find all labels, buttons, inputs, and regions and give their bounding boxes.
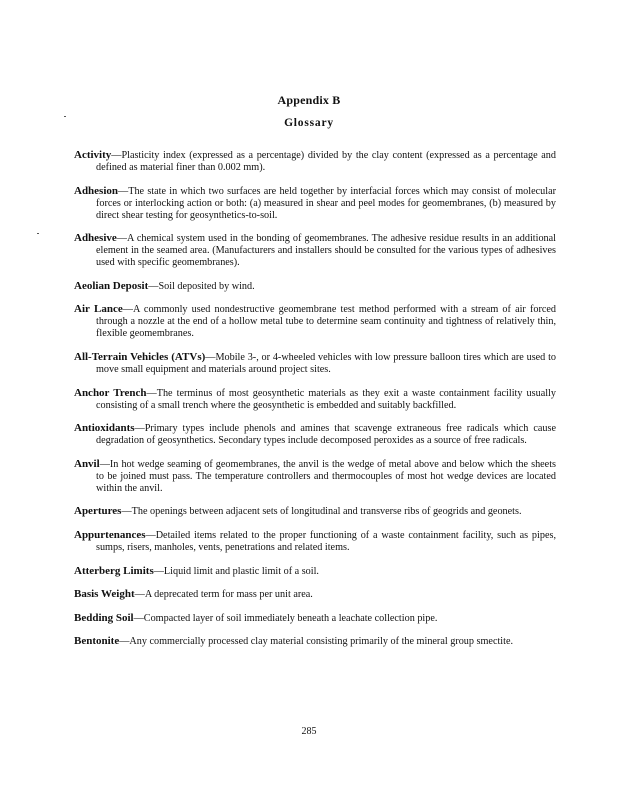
glossary-term: Appurtenances: [74, 528, 146, 541]
glossary-term: Adhesive: [74, 232, 117, 245]
glossary-entry: [74, 612, 556, 625]
appendix-heading: Appendix B: [277, 93, 341, 107]
glossary-entry: [74, 303, 556, 340]
glossary-definition: —In hot wedge seaming of geomembranes, the anvil is the wedge of metal above and below which the sheets to be joined must pass. The temperature controllers and thermocouples of most hot wedge devices are located within the anvil.: [96, 458, 556, 494]
glossary-entry-list: [74, 149, 556, 659]
glossary-definition: —A chemical system used in the bonding of geomembranes. The adhesive residue results in an additional element in the seamed area. (Manufacturers and installers should be consulted for the various types of adhesives used with specific geomembranes).: [96, 233, 556, 269]
glossary-definition: —Compacted layer of soil immediately beneath a leachate collection pipe.: [133, 612, 438, 624]
glossary-entry: [74, 149, 556, 174]
page-title: Glossary: [284, 117, 334, 129]
glossary-entry: [74, 387, 556, 412]
glossary-term: All-Terrain Vehicles (ATVs): [74, 350, 206, 363]
glossary-term: Atterberg Limits: [74, 564, 154, 577]
glossary-definition: —A commonly used nondestructive geomembrane test method performed with a stream of air forced through a nozzle at the end of a hollow metal tube to determine seam continuity and tightness of relatively thin, flexible geomembranes.: [96, 304, 557, 340]
glossary-term: Air Lance: [74, 303, 123, 316]
glossary-definition: —Plasticity index (expressed as a percentage) divided by the clay content (expressed as a percentage and defined as material finer than 0.002 mm).: [96, 150, 556, 173]
glossary-entry: [74, 351, 556, 376]
glossary-term: Basis Weight: [74, 588, 135, 601]
glossary-entry: [74, 505, 556, 518]
scan-speck: [64, 116, 66, 117]
glossary-entry: [74, 422, 556, 447]
glossary-term: Adhesion: [74, 184, 119, 197]
glossary-entry: [74, 458, 556, 495]
glossary-definition: —Liquid limit and plastic limit of a soil.: [153, 565, 319, 577]
glossary-entry: [74, 280, 556, 293]
glossary-term: Bentonite: [74, 635, 120, 648]
glossary-definition: —The state in which two surfaces are held together by interfacial forces which may consist of molecular forces or interlocking action or both: (a) measured in shear and peel modes for geomembranes, (b) measured by direct shear testing for geosynthetics-to-soil.: [96, 185, 556, 221]
glossary-entry: [74, 588, 556, 601]
glossary-definition: —A deprecated term for mass per unit area.: [134, 589, 313, 601]
glossary-entry: [74, 529, 556, 554]
glossary-entry: [74, 185, 556, 222]
glossary-definition: —The terminus of most geosynthetic materials as they exit a waste containment facility usually consisting of a small trench where the geosynthetic is embedded and suitably backfilled.: [96, 387, 556, 411]
page-number: 285: [301, 726, 317, 737]
glossary-definition: —Any commercially processed clay material consisting primarily of the mineral group smectite.: [119, 636, 514, 648]
glossary-term: Anvil: [74, 457, 100, 470]
glossary-entry: [74, 565, 556, 578]
glossary-term: Activity: [74, 149, 112, 161]
glossary-term: Anchor Trench: [74, 386, 147, 399]
glossary-entry: [74, 232, 556, 269]
glossary-definition: —Soil deposited by wind.: [148, 280, 255, 292]
glossary-definition: —The openings between adjacent sets of longitudinal and transverse ribs of geogrids and geonets.: [121, 506, 522, 518]
glossary-term: Aeolian Deposit: [74, 279, 149, 292]
glossary-entry: [74, 635, 556, 648]
glossary-term: Antioxidants: [74, 422, 135, 435]
glossary-definition: —Mobile 3-, or 4-wheeled vehicles with low pressure balloon tires which are used to move small equipment and materials around project sites.: [96, 351, 557, 375]
glossary-term: Bedding Soil: [74, 611, 134, 624]
glossary-term: Apertures: [74, 505, 122, 518]
scan-speck: [37, 233, 39, 234]
glossary-definition: —Detailed items related to the proper functioning of a waste containment facility, such as pipes, sumps, risers, manholes, vents, penetrations and related items.: [96, 529, 556, 553]
glossary-definition: —Primary types include phenols and amines that scavenge extraneous free radicals which cause degradation of geosynthetics. Secondary types include decomposed peroxides as a source of free radicals.: [96, 423, 556, 447]
